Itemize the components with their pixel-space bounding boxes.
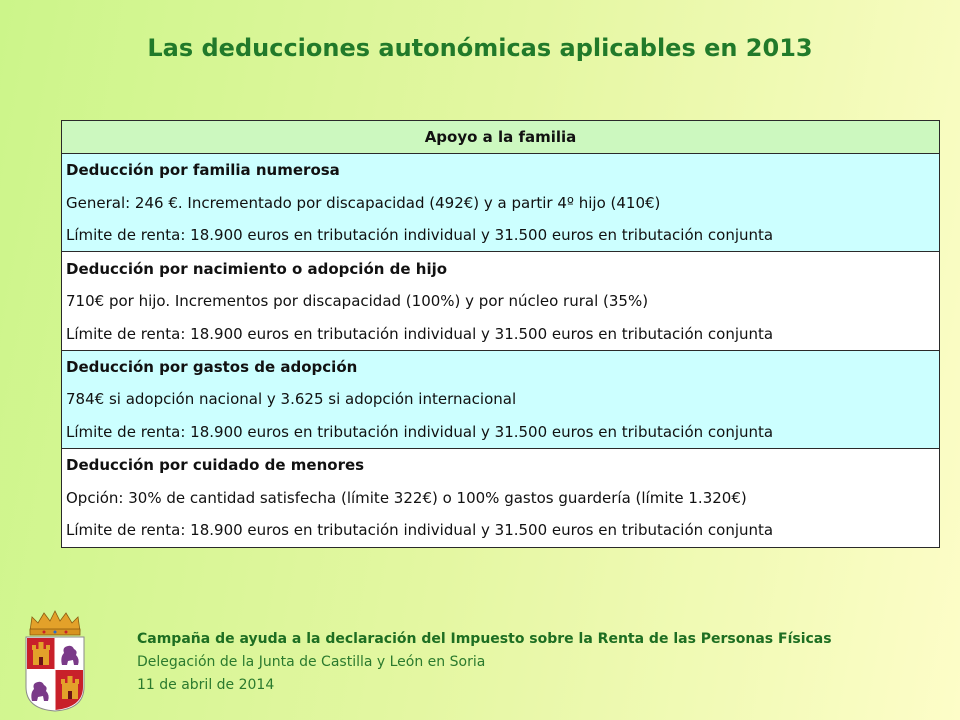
section-line: General: 246 €. Incrementado por discapacidad (492€) y a partir 4º hijo (410€)	[62, 186, 940, 219]
table-header: Apoyo a la familia	[62, 121, 940, 154]
section-cuidado-menores	[62, 449, 940, 547]
section-line: Límite de renta: 18.900 euros en tributación individual y 31.500 euros en tributación conjunta	[62, 514, 940, 547]
section-line: 710€ por hijo. Incrementos por discapacidad (100%) y por núcleo rural (35%)	[62, 285, 940, 318]
section-title: Deducción por cuidado de menores	[62, 449, 940, 482]
section-line: Límite de renta: 18.900 euros en tributación individual y 31.500 euros en tributación conjunta	[62, 317, 940, 350]
section-nacimiento-adopcion	[62, 252, 940, 350]
footer-campaign: Campaña de ayuda a la declaración del Impuesto sobre la Renta de las Personas Físicas	[137, 631, 832, 647]
section-title: Deducción por nacimiento o adopción de hijo	[62, 252, 940, 285]
section-line: Límite de renta: 18.900 euros en tributación individual y 31.500 euros en tributación conjunta	[62, 416, 940, 449]
section-familia-numerosa	[62, 154, 940, 252]
section-line: Opción: 30% de cantidad satisfecha (límite 322€) o 100% gastos guardería (límite 1.320€)	[62, 481, 940, 514]
crown-icon	[30, 611, 80, 635]
deductions-table	[61, 120, 940, 548]
section-title: Deducción por gastos de adopción	[62, 350, 940, 383]
castilla-y-leon-coat-of-arms-icon	[24, 609, 86, 713]
footer-delegation: Delegación de la Junta de Castilla y León en Soria	[137, 654, 486, 670]
footer-date: 11 de abril de 2014	[137, 677, 275, 693]
section-line: 784€ si adopción nacional y 3.625 si adopción internacional	[62, 383, 940, 416]
page-title: Las deducciones autonómicas aplicables en 2013	[147, 34, 813, 62]
section-line: Límite de renta: 18.900 euros en tributación individual y 31.500 euros en tributación conjunta	[62, 219, 940, 252]
section-gastos-adopcion	[62, 350, 940, 448]
section-title: Deducción por familia numerosa	[62, 154, 940, 187]
footer	[137, 628, 832, 697]
shield-icon	[26, 637, 84, 711]
